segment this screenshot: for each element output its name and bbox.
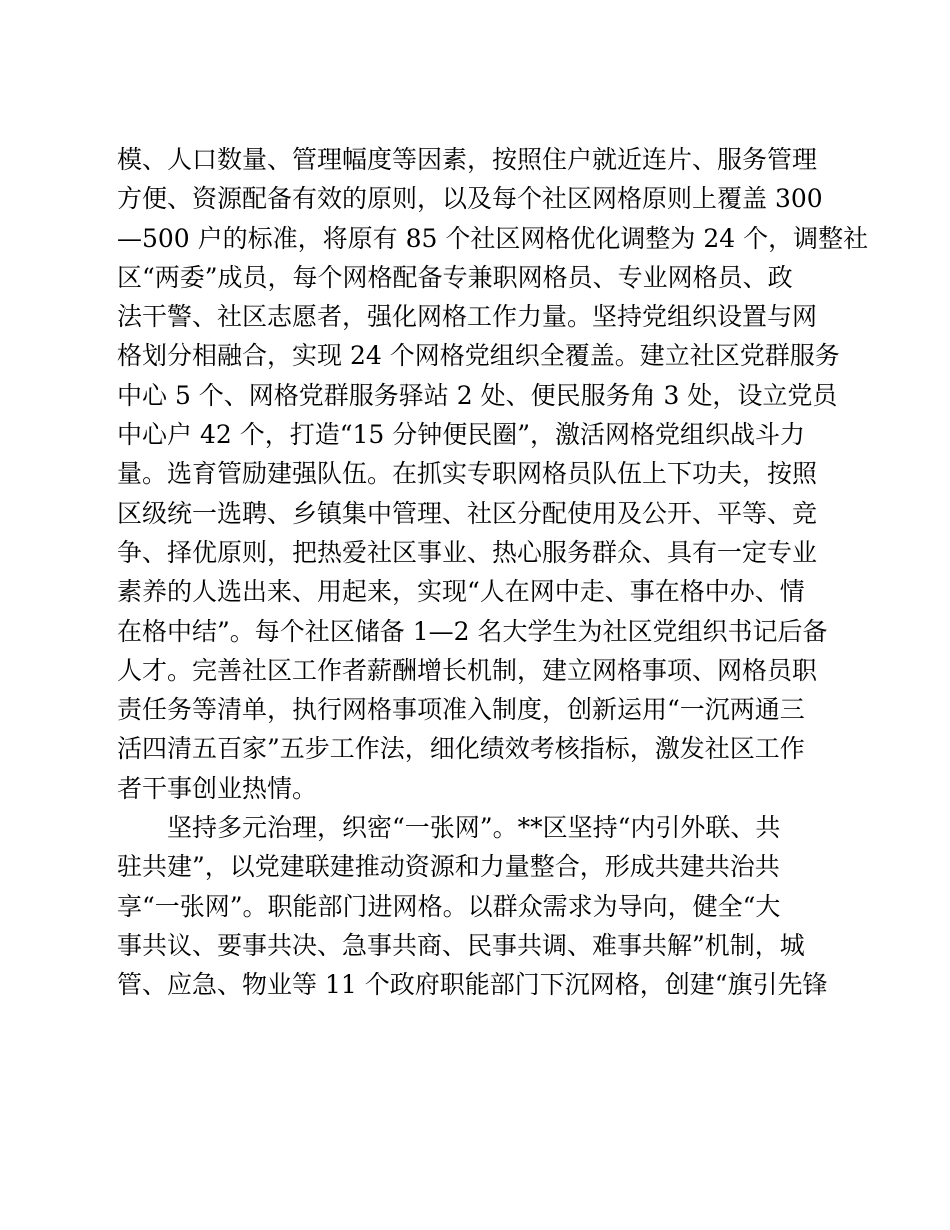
text-line: 格划分相融合，实现 24 个网格党组织全覆盖。建立社区党群服务 [117,341,840,371]
text-line: 活四清五百家”五步工作法，细化绩效考核指标，激发社区工作 [117,734,805,764]
text-line: 管、应急、物业等 11 个政府职能部门下沉网格，创建“旗引先锋 [117,970,828,1000]
text-line: 者干事创业热情。 [117,773,318,803]
text-line: 争、择优原则，把热爱社区事业、热心服务群众、具有一定专业 [117,537,818,567]
text-line: —500 户的标准，将原有 85 个社区网格优化调整为 24 个，调整社 [117,223,869,253]
text-line: 区“两委”成员，每个网格配备专兼职网格员、专业网格员、政 [117,262,793,292]
text-line: 中心户 42 个，打造“15 分钟便民圈”，激活网格党组织战斗力 [117,420,806,450]
text-line: 责任务等清单，执行网格事项准入制度，创新运用“一沉两通三 [117,695,805,725]
text-line: 素养的人选出来、用起来，实现“人在网中走、事在格中办、情 [117,577,805,607]
text-line: 享“一张网”。职能部门进网格。以群众需求为导向，健全“大 [117,891,781,921]
text-line: 方便、资源配备有效的原则，以及每个社区网格原则上覆盖 300 [117,184,823,214]
text-line: 中心 5 个、网格党群服务驿站 2 处、便民服务角 3 处，设立党员 [117,380,838,410]
text-line: 区级统一选聘、乡镇集中管理、社区分配使用及公开、平等、竞 [117,498,818,528]
text-line: 事共议、要事共决、急事共商、民事共调、难事共解”机制，城 [117,930,805,960]
text-line: 人才。完善社区工作者薪酬增长机制，建立网格事项、网格员职 [117,655,818,685]
text-line: 驻共建”，以党建联建推动资源和力量整合，形成共建共治共 [117,852,780,882]
text-line: 量。选育管励建强队伍。在抓实专职网格员队伍上下功夫，按照 [117,459,818,489]
text-line: 在格中结”。每个社区储备 1—2 名大学生为社区党组织书记后备 [117,616,828,646]
paragraph-first-line: 坚持多元治理，织密“一张网”。**区坚持“内引外联、共 [167,813,781,843]
body-text [117,140,869,1005]
text-line: 法干警、社区志愿者，强化网格工作力量。坚持党组织设置与网 [117,302,818,332]
text-line: 模、人口数量、管理幅度等因素，按照住户就近连片、服务管理 [117,145,818,174]
